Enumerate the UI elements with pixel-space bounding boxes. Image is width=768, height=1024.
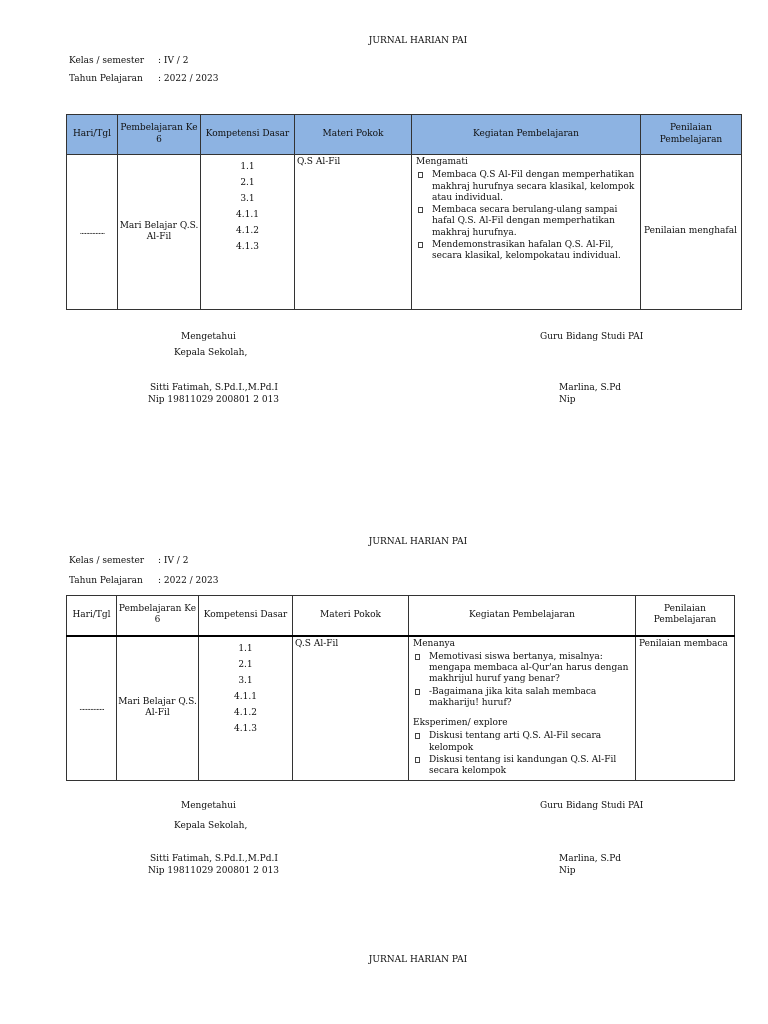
page-title: JURNAL HARIAN PAI <box>368 537 468 547</box>
kegiatan-heading: Eksperimen/ explore <box>413 718 508 728</box>
header-materi: Materi Pokok <box>295 115 412 155</box>
header-kompetensi: Kompetensi Dasar <box>199 596 293 636</box>
kelas-label: Kelas / semester <box>69 56 145 66</box>
sig-right-nip: Nip <box>559 866 576 876</box>
page-title: JURNAL HARIAN PAI <box>368 36 468 46</box>
kd-item: 4.1.2 <box>236 226 259 236</box>
kd-item: 2.1 <box>238 659 253 670</box>
list-item <box>413 731 631 754</box>
list-item <box>416 205 636 239</box>
sig-left-name: Sitti Fatimah, S.Pd.I.,M.Pd.I <box>150 383 278 393</box>
kegiatan-heading: Mengamati <box>416 157 468 167</box>
sig-left-line1: Mengetahui <box>181 801 236 811</box>
sig-left-name: Sitti Fatimah, S.Pd.I.,M.Pd.I <box>150 854 278 864</box>
checkbox-bullet-icon <box>418 242 423 248</box>
header-hari: Hari/Tgl <box>67 115 118 155</box>
kd-item: 4.1.3 <box>234 723 257 734</box>
list-item-text: Memotivasi siswa bertanya, misalnya: mengapa membaca al-Qur'an harus dengan makhrijul huruf yang benar? <box>429 651 629 685</box>
materi-cell: Q.S Al-Fil <box>295 155 412 310</box>
list-item-text: Diskusi tentang isi kandungan Q.S. Al-Fil secara kelompok <box>429 754 617 776</box>
kd-item: 2.1 <box>240 178 255 188</box>
sig-right-nip: Nip <box>559 395 576 405</box>
lesson-cell: Mari Belajar Q.S. Al-Fil <box>118 155 201 310</box>
list-item-text: Mendemonstrasikan hafalan Q.S. Al-Fil, secara klasikal, kelompokatau individual. <box>432 239 621 261</box>
list-item-text: Diskusi tentang arti Q.S. Al-Fil secara kelompok <box>429 731 602 753</box>
journal-table <box>66 595 735 781</box>
header-penilaian: Penilaian Pembelajaran <box>636 596 735 636</box>
header-kompetensi: Kompetensi Dasar <box>201 115 295 155</box>
list-item <box>413 755 631 778</box>
sig-left-nip: Nip 19811029 200801 2 013 <box>148 395 280 405</box>
table-row <box>67 155 742 310</box>
checkbox-bullet-icon <box>415 654 420 660</box>
journal-table <box>66 114 742 310</box>
kd-cell <box>201 155 295 310</box>
kd-item: 4.1.2 <box>234 707 257 718</box>
kd-cell <box>199 636 293 781</box>
kd-item: 1.1 <box>240 162 255 172</box>
tahun-label: Tahun Pelajaran <box>69 74 143 84</box>
list-item <box>416 170 636 204</box>
kelas-value: : IV / 2 <box>158 56 189 66</box>
kd-item: 3.1 <box>238 675 253 686</box>
day-cell: ................ <box>67 636 117 781</box>
list-item-text: -Bagaimana jika kita salah membaca makhariju! huruf? <box>429 686 597 708</box>
kelas-label: Kelas / semester <box>69 556 145 566</box>
kegiatan-cell <box>409 636 636 781</box>
page-title: JURNAL HARIAN PAI <box>368 955 468 965</box>
checkbox-bullet-icon <box>415 757 420 763</box>
day-cell: ................ <box>67 155 118 310</box>
header-pembelajaran: Pembelajaran Ke 6 <box>117 596 199 636</box>
kelas-value: : IV / 2 <box>158 556 189 566</box>
kd-item: 4.1.1 <box>236 210 259 220</box>
kd-item: 4.1.3 <box>236 242 259 252</box>
sig-left-nip: Nip 19811029 200801 2 013 <box>148 866 280 876</box>
header-materi: Materi Pokok <box>293 596 409 636</box>
header-hari: Hari/Tgl <box>67 596 117 636</box>
sig-right-name: Marlina, S.Pd <box>559 383 622 393</box>
penilaian-cell: Penilaian menghafal <box>641 155 742 310</box>
list-item <box>413 652 631 686</box>
penilaian-cell: Penilaian membaca <box>636 636 735 781</box>
header-penilaian: Penilaian Pembelajaran <box>641 115 742 155</box>
lesson-cell: Mari Belajar Q.S. Al-Fil <box>117 636 199 781</box>
list-item <box>416 240 636 263</box>
sig-right-line1: Guru Bidang Studi PAI <box>540 801 644 811</box>
kd-item: 3.1 <box>240 194 255 204</box>
table-header-row <box>67 596 735 636</box>
tahun-value: : 2022 / 2023 <box>158 576 219 586</box>
header-kegiatan: Kegiatan Pembelajaran <box>412 115 641 155</box>
sig-right-line1: Guru Bidang Studi PAI <box>540 332 644 342</box>
kd-item: 4.1.1 <box>234 691 257 702</box>
header-kegiatan: Kegiatan Pembelajaran <box>409 596 636 636</box>
checkbox-bullet-icon <box>415 733 420 739</box>
tahun-value: : 2022 / 2023 <box>158 74 219 84</box>
sig-left-line2: Kepala Sekolah, <box>174 348 248 358</box>
kegiatan-cell <box>412 155 641 310</box>
list-item <box>413 687 631 710</box>
materi-cell: Q.S Al-Fil <box>293 636 409 781</box>
sig-left-line1: Mengetahui <box>181 332 236 342</box>
header-pembelajaran: Pembelajaran Ke 6 <box>118 115 201 155</box>
checkbox-bullet-icon <box>415 689 420 695</box>
table-header-row <box>67 115 742 155</box>
checkbox-bullet-icon <box>418 172 423 178</box>
tahun-label: Tahun Pelajaran <box>69 576 143 586</box>
checkbox-bullet-icon <box>418 207 423 213</box>
table-row <box>67 636 735 781</box>
list-item-text: Membaca Q.S Al-Fil dengan memperhatikan makhraj hurufnya secara klasikal, kelompok atau individual. <box>432 170 635 203</box>
sig-left-line2: Kepala Sekolah, <box>174 821 248 831</box>
kegiatan-heading: Menanya <box>413 638 455 649</box>
sig-right-name: Marlina, S.Pd <box>559 854 622 864</box>
kd-item: 1.1 <box>238 643 253 654</box>
list-item-text: Membaca secara berulang-ulang sampai hafal Q.S. Al-Fil dengan memperhatikan makhraj hurufnya. <box>432 205 618 238</box>
